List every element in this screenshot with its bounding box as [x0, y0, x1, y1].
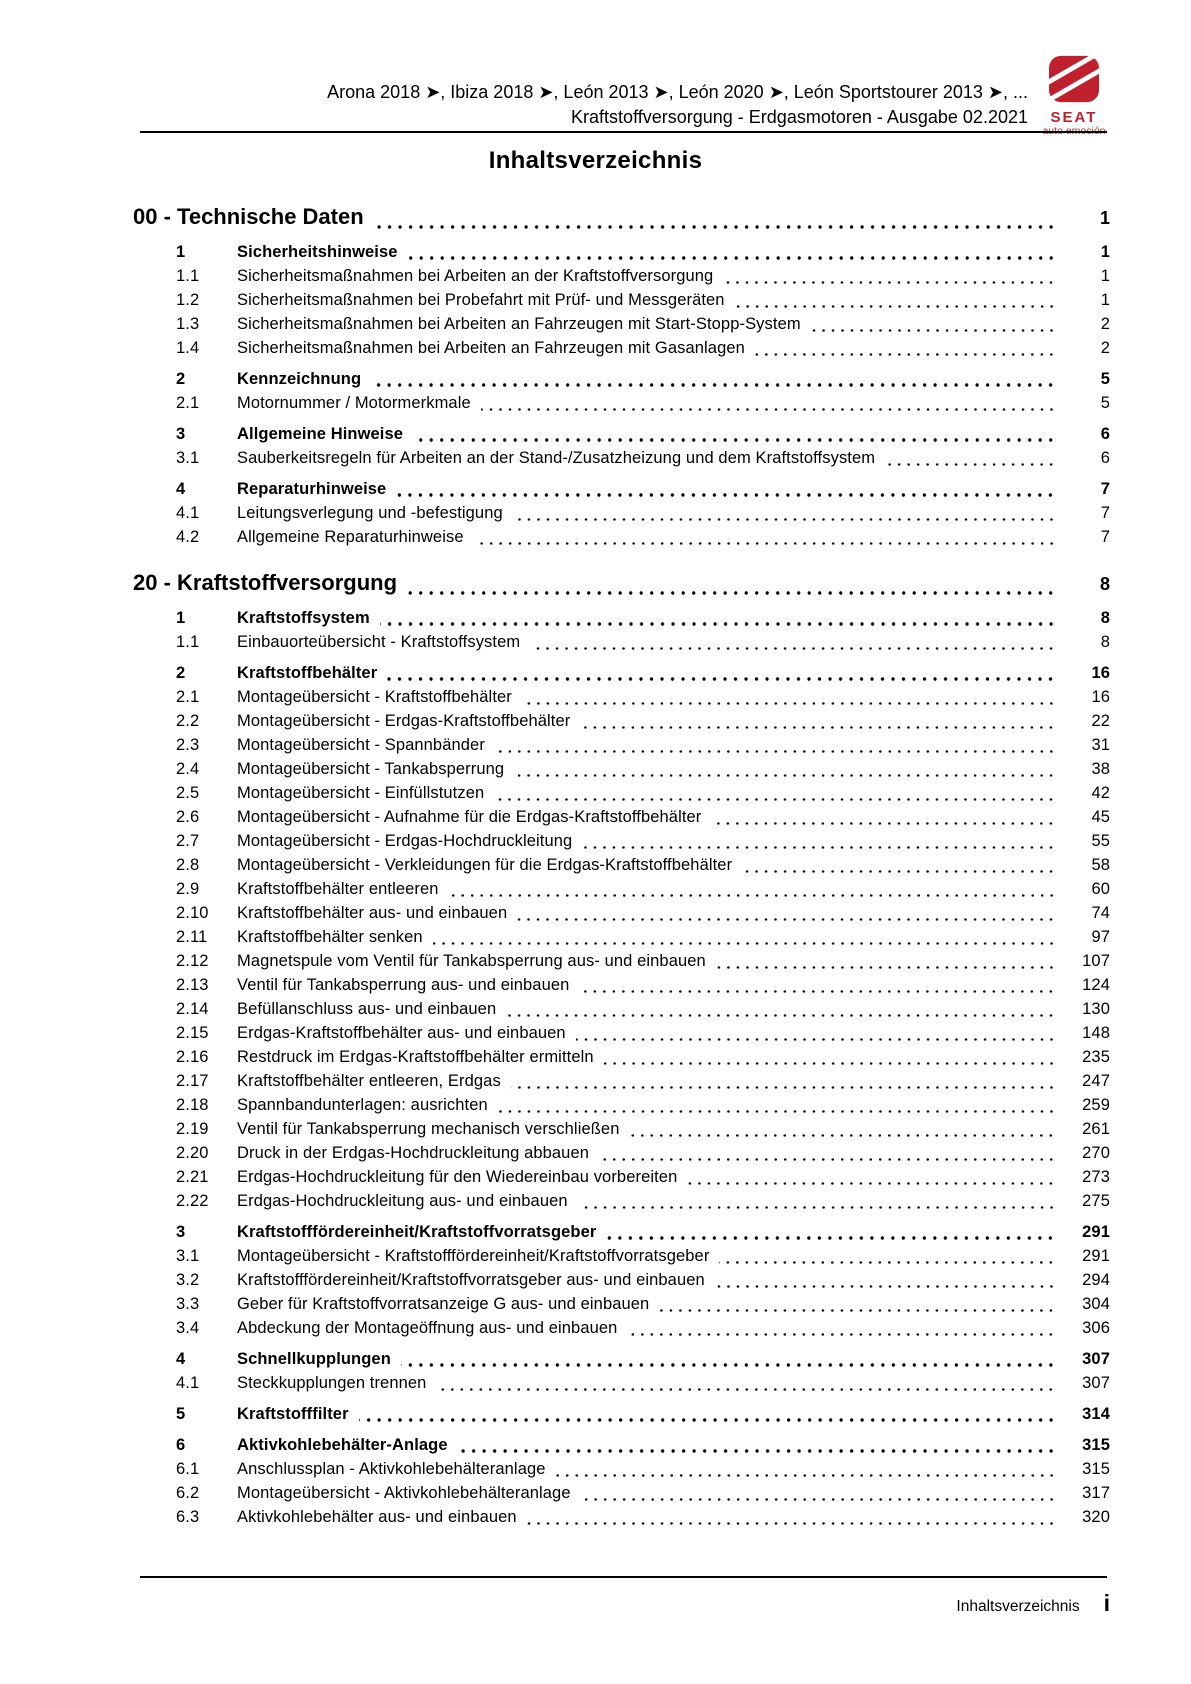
toc-entry-page: 294: [1082, 1271, 1110, 1289]
toc-entry-page: 74: [1091, 904, 1110, 922]
toc-entry[interactable]: [176, 525, 1110, 549]
toc-entry[interactable]: [176, 1292, 1110, 1316]
toc-entry-number: 2.5: [176, 784, 200, 802]
dot-leader: [436, 1388, 1056, 1391]
toc-entry-number: 2: [176, 664, 186, 682]
document-header: [327, 80, 1028, 130]
toc-entry-title: Aktivkohlebehälter aus- und einbauen: [237, 1508, 517, 1526]
toc-entry-title: Sicherheitsmaßnahmen bei Probefahrt mit Prüf- und Messgeräten: [237, 291, 725, 309]
toc-entry-title: Befüllanschluss aus- und einbauen: [237, 1000, 497, 1018]
toc-entry[interactable]: [176, 685, 1110, 709]
footer-divider: [140, 1576, 1107, 1578]
header-subtitle-line: Kraftstoffversorgung - Erdgasmotoren - Ausgabe 02.2021: [571, 107, 1028, 127]
toc-entry-number: 3.3: [176, 1295, 200, 1313]
toc-entry[interactable]: [176, 1402, 1110, 1426]
toc-entry-page: 259: [1082, 1096, 1110, 1114]
dot-leader: [530, 647, 1056, 650]
dot-leader: [359, 1418, 1056, 1422]
toc-entry-page: 16: [1091, 688, 1110, 706]
toc-entry-page: 38: [1091, 760, 1110, 778]
footer-page-number: i: [1103, 1590, 1110, 1616]
toc-entry-page: 247: [1082, 1072, 1110, 1090]
toc-entry[interactable]: [176, 240, 1110, 264]
toc-entry-number: 3.4: [176, 1319, 200, 1337]
toc-entry-title: Sauberkeitsregeln für Arbeiten an der Stand-/Zusatzheizung und dem Kraftstoffsystem: [237, 449, 876, 467]
toc-entry-number: 2.13: [176, 976, 209, 994]
toc-entry[interactable]: [176, 949, 1110, 973]
toc-entry-number: 3.2: [176, 1271, 200, 1289]
toc-entry-number: 1: [176, 243, 186, 261]
toc-entry-number: 6.2: [176, 1484, 200, 1502]
toc-section-entries: [133, 240, 1110, 549]
toc-entry-title: Restdruck im Erdgas-Kraftstoffbehälter ermitteln: [237, 1048, 594, 1066]
dot-leader: [687, 1182, 1056, 1185]
dot-leader: [458, 1449, 1056, 1453]
toc-entry-title: Sicherheitshinweise: [237, 243, 398, 261]
toc-entry[interactable]: [176, 997, 1110, 1021]
toc-entry[interactable]: [176, 1268, 1110, 1292]
dot-leader: [371, 383, 1056, 387]
footer-label: Inhaltsverzeichnis: [956, 1598, 1080, 1615]
toc-entry-number: 4: [176, 480, 186, 498]
toc-entry-page: 124: [1082, 976, 1110, 994]
toc-entry-number: 2.2: [176, 712, 200, 730]
toc-entry-number: 2.1: [176, 688, 200, 706]
toc-entry-page: 31: [1091, 736, 1110, 754]
dot-leader: [885, 463, 1056, 466]
toc-entry-title: Kraftstoffbehälter entleeren: [237, 880, 439, 898]
dot-leader: [474, 542, 1056, 545]
toc-entry-title: Magnetspule vom Ventil für Tankabsperrung aus- und einbauen: [237, 952, 706, 970]
toc-entry-page: 2: [1100, 339, 1110, 357]
table-of-contents: [133, 202, 1110, 1529]
toc-entry[interactable]: [176, 446, 1110, 470]
toc-entry[interactable]: [176, 925, 1110, 949]
toc-entry-title: Kraftstoffbehälter entleeren, Erdgas: [237, 1072, 501, 1090]
dot-leader: [582, 846, 1056, 849]
toc-entry-page: 307: [1082, 1350, 1110, 1368]
toc-entry-number: 3: [176, 1223, 186, 1241]
toc-entry[interactable]: [176, 288, 1110, 312]
dot-leader: [433, 942, 1056, 945]
toc-entry-page: 42: [1091, 784, 1110, 802]
toc-entry-page: 130: [1082, 1000, 1110, 1018]
seat-logo-wordmark: SEAT: [1050, 109, 1098, 126]
dot-leader: [481, 408, 1056, 411]
dot-leader: [578, 1206, 1056, 1209]
toc-entry-title: Ventil für Tankabsperrung aus- und einbauen: [237, 976, 570, 994]
toc-entry-title: Druck in der Erdgas-Hochdruckleitung abbauen: [237, 1144, 590, 1162]
dot-leader: [413, 438, 1056, 442]
toc-entry[interactable]: [176, 264, 1110, 288]
toc-section-heading[interactable]: [133, 568, 1110, 599]
page-title: Inhaltsverzeichnis: [488, 147, 703, 174]
toc-entry-page: 315: [1082, 1436, 1110, 1454]
toc-entry-page: 1: [1100, 291, 1110, 309]
toc-entry-title: Sicherheitsmaßnahmen bei Arbeiten an Fahrzeugen mit Gasanlagen: [237, 339, 745, 357]
toc-entry-page: 6: [1100, 449, 1110, 467]
header-models-line: Arona 2018 ➤, Ibiza 2018 ➤, León 2013 ➤, León 2020 ➤, León Sportstourer 2013 ➤, ...: [327, 82, 1028, 102]
toc-entry-page: 8: [1100, 633, 1110, 651]
toc-entry-number: 5: [176, 1405, 186, 1423]
toc-entry-page: 16: [1091, 664, 1110, 682]
toc-entry[interactable]: [176, 901, 1110, 925]
toc-entry-number: 2.20: [176, 1144, 209, 1162]
toc-entry[interactable]: [176, 1069, 1110, 1093]
toc-entry-page: 304: [1082, 1295, 1110, 1313]
toc-entry-page: 320: [1082, 1508, 1110, 1526]
dot-leader: [517, 918, 1056, 921]
toc-entry[interactable]: [176, 1189, 1110, 1213]
toc-entry-number: 2.21: [176, 1168, 209, 1186]
dot-leader: [576, 1038, 1056, 1041]
toc-section: [133, 568, 1110, 1529]
dot-leader: [498, 1110, 1056, 1113]
toc-entry-number: 3.1: [176, 449, 200, 467]
toc-entry-page: 273: [1082, 1168, 1110, 1186]
toc-entry-title: Motornummer / Motormerkmale: [237, 394, 471, 412]
toc-entry-title: Kraftstoffbehälter: [237, 664, 378, 682]
toc-entry-page: 7: [1100, 528, 1110, 546]
toc-entry-number: 2.10: [176, 904, 209, 922]
toc-section-page: 8: [1099, 574, 1110, 594]
dot-leader: [711, 822, 1056, 825]
dot-leader: [659, 1309, 1056, 1312]
toc-entry[interactable]: [176, 1117, 1110, 1141]
toc-entry-number: 2.9: [176, 880, 200, 898]
dot-leader: [599, 1158, 1056, 1161]
toc-entry-page: 306: [1082, 1319, 1110, 1337]
dot-leader: [387, 677, 1056, 681]
toc-entry[interactable]: [176, 829, 1110, 853]
toc-entry-title: Kraftstoffbehälter senken: [237, 928, 423, 946]
toc-entry-page: 275: [1082, 1192, 1110, 1210]
toc-entry-title: Steckkupplungen trennen: [237, 1374, 427, 1392]
toc-entry-page: 22: [1091, 712, 1110, 730]
seat-logo: [1036, 54, 1112, 137]
toc-entry-number: 1.3: [176, 315, 200, 333]
toc-entry-number: 1.1: [176, 633, 200, 651]
toc-entry-page: 291: [1082, 1247, 1110, 1265]
toc-entry-number: 3.1: [176, 1247, 200, 1265]
toc-entry[interactable]: [176, 1316, 1110, 1340]
toc-entry-number: 4.1: [176, 504, 200, 522]
dot-leader: [742, 870, 1056, 873]
toc-entry-number: 4.2: [176, 528, 200, 546]
toc-entry[interactable]: [176, 312, 1110, 336]
toc-entry-page: 7: [1100, 504, 1110, 522]
toc-entry-title: Montageübersicht - Erdgas-Kraftstoffbehälter: [237, 712, 571, 730]
toc-entry-number: 4.1: [176, 1374, 200, 1392]
dot-leader: [755, 353, 1056, 356]
dot-leader: [723, 281, 1056, 284]
toc-entry[interactable]: [176, 336, 1110, 360]
toc-entry-page: 107: [1082, 952, 1110, 970]
dot-leader: [606, 1236, 1056, 1240]
dot-leader: [408, 256, 1056, 260]
toc-entry[interactable]: [176, 1093, 1110, 1117]
toc-entry[interactable]: [176, 1347, 1110, 1371]
toc-section: [133, 202, 1110, 549]
toc-entry[interactable]: [176, 1433, 1110, 1457]
toc-entry-title: Kraftstofffördereinheit/Kraftstoffvorratsgeber: [237, 1223, 597, 1241]
toc-entry[interactable]: [176, 422, 1110, 446]
dot-leader: [715, 1285, 1056, 1288]
toc-entry-title: Montageübersicht - Spannbänder: [237, 736, 485, 754]
toc-entry-number: 1.2: [176, 291, 200, 309]
dot-leader: [495, 750, 1056, 753]
toc-entry-page: 5: [1100, 394, 1110, 412]
toc-entry-number: 6: [176, 1436, 186, 1454]
toc-entry-number: 4: [176, 1350, 186, 1368]
dot-leader: [527, 1522, 1056, 1525]
dot-leader: [627, 1333, 1056, 1336]
toc-entry-page: 270: [1082, 1144, 1110, 1162]
dot-leader: [511, 1086, 1056, 1089]
toc-entry-title: Leitungsverlegung und -befestigung: [237, 504, 503, 522]
toc-entry-title: Sicherheitsmaßnahmen bei Arbeiten an der Kraftstoffversorgung: [237, 267, 714, 285]
toc-entry[interactable]: [176, 1045, 1110, 1069]
toc-entry-title: Aktivkohlebehälter-Anlage: [237, 1436, 448, 1454]
toc-entry-page: 55: [1091, 832, 1110, 850]
toc-entry-number: 2.15: [176, 1024, 209, 1042]
toc-entry-page: 60: [1091, 880, 1110, 898]
toc-entry[interactable]: [176, 1141, 1110, 1165]
dot-leader: [380, 622, 1056, 626]
toc-entry-page: 235: [1082, 1048, 1110, 1066]
toc-entry-number: 1.1: [176, 267, 200, 285]
toc-entry-number: 6.1: [176, 1460, 200, 1478]
dot-leader: [735, 305, 1056, 308]
dot-leader: [556, 1474, 1056, 1477]
toc-entry-title: Allgemeine Hinweise: [237, 425, 404, 443]
dot-leader: [506, 1014, 1056, 1017]
dot-leader: [604, 1062, 1056, 1065]
toc-entry-title: Kennzeichnung: [237, 370, 362, 388]
toc-entry-title: Schnellkupplungen: [237, 1350, 391, 1368]
toc-entry-number: 2.11: [176, 928, 208, 946]
dot-leader: [580, 726, 1056, 729]
toc-entry[interactable]: [176, 733, 1110, 757]
dot-leader: [811, 329, 1056, 332]
toc-section-entries: [133, 606, 1110, 1529]
dot-leader: [579, 990, 1056, 993]
toc-entry-page: 148: [1082, 1024, 1110, 1042]
toc-entry-page: 1: [1100, 243, 1110, 261]
toc-entry[interactable]: [176, 1021, 1110, 1045]
toc-entry-page: 2: [1100, 315, 1110, 333]
toc-entry-number: 1.4: [176, 339, 200, 357]
toc-entry[interactable]: [176, 853, 1110, 877]
toc-entry-number: 2.1: [176, 394, 200, 412]
toc-entry[interactable]: [176, 1457, 1110, 1481]
dot-leader: [522, 702, 1056, 705]
toc-entry[interactable]: [176, 877, 1110, 901]
dot-leader: [449, 894, 1056, 897]
toc-entry-title: Montageübersicht - Kraftstoffbehälter: [237, 688, 512, 706]
toc-entry-number: 2.7: [176, 832, 200, 850]
toc-entry-number: 2: [176, 370, 186, 388]
toc-entry[interactable]: [176, 781, 1110, 805]
header-divider: [140, 131, 1107, 133]
toc-entry-number: 2.16: [176, 1048, 209, 1066]
toc-entry-title: Kraftstofffilter: [237, 1405, 349, 1423]
toc-entry[interactable]: [176, 391, 1110, 415]
toc-entry-number: 2.8: [176, 856, 200, 874]
toc-entry[interactable]: [176, 477, 1110, 501]
toc-entry-page: 45: [1091, 808, 1110, 826]
toc-entry-page: 8: [1100, 609, 1110, 627]
toc-entry-page: 97: [1091, 928, 1110, 946]
toc-entry[interactable]: [176, 1244, 1110, 1268]
toc-entry-title: Montageübersicht - Tankabsperrung: [237, 760, 505, 778]
toc-entry[interactable]: [176, 661, 1110, 685]
toc-entry-page: 315: [1082, 1460, 1110, 1478]
toc-entry-title: Anschlussplan - Aktivkohlebehälteranlage: [237, 1460, 546, 1478]
toc-entry-number: 2.19: [176, 1120, 209, 1138]
dot-leader: [494, 798, 1056, 801]
dot-leader: [514, 774, 1056, 777]
toc-entry-title: Montageübersicht - Kraftstofffördereinheit/Kraftstoffvorratsgeber: [237, 1247, 710, 1265]
toc-entry-page: 314: [1082, 1405, 1110, 1423]
toc-entry-title: Kraftstoffbehälter aus- und einbauen: [237, 904, 508, 922]
toc-entry-number: 2.17: [176, 1072, 209, 1090]
dot-leader: [719, 1261, 1056, 1264]
dot-leader: [401, 1363, 1056, 1367]
toc-entry-page: 291: [1082, 1223, 1110, 1241]
toc-entry-number: 2.6: [176, 808, 200, 826]
toc-entry-title: Einbauorteübersicht - Kraftstoffsystem: [237, 633, 521, 651]
toc-entry-title: Spannbandunterlagen: ausrichten: [237, 1096, 488, 1114]
dot-leader: [581, 1498, 1056, 1501]
toc-entry-page: 1: [1100, 267, 1110, 285]
toc-entry[interactable]: [176, 805, 1110, 829]
toc-entry-page: 5: [1100, 370, 1110, 388]
toc-entry[interactable]: [176, 1220, 1110, 1244]
toc-entry-number: 2.14: [176, 1000, 209, 1018]
document-footer: [956, 1590, 1110, 1617]
toc-entry[interactable]: [176, 1165, 1110, 1189]
toc-section-label: 20 - Kraftstoffversorgung: [133, 570, 398, 595]
seat-logo-icon: [1045, 91, 1103, 108]
toc-entry-page: 261: [1082, 1120, 1110, 1138]
toc-entry-number: 2.22: [176, 1192, 209, 1210]
toc-section-page: 1: [1099, 208, 1110, 228]
toc-entry-title: Montageübersicht - Aufnahme für die Erdgas-Kraftstoffbehälter: [237, 808, 702, 826]
toc-entry-page: 307: [1082, 1374, 1110, 1392]
toc-entry-title: Erdgas-Hochdruckleitung aus- und einbauen: [237, 1192, 568, 1210]
toc-entry-title: Abdeckung der Montageöffnung aus- und einbauen: [237, 1319, 618, 1337]
toc-entry-title: Ventil für Tankabsperrung mechanisch verschließen: [237, 1120, 620, 1138]
dot-leader: [513, 518, 1056, 521]
toc-entry-title: Erdgas-Kraftstoffbehälter aus- und einbauen: [237, 1024, 566, 1042]
toc-entry[interactable]: [176, 1481, 1110, 1505]
toc-entry-title: Montageübersicht - Verkleidungen für die Erdgas-Kraftstoffbehälter: [237, 856, 733, 874]
toc-entry-number: 2.18: [176, 1096, 209, 1114]
toc-entry[interactable]: [176, 1371, 1110, 1395]
toc-entry-number: 3: [176, 425, 186, 443]
toc-entry[interactable]: [176, 1505, 1110, 1529]
toc-entry-number: 1: [176, 609, 186, 627]
toc-entry-title: Allgemeine Reparaturhinweise: [237, 528, 464, 546]
toc-entry-number: 2.3: [176, 736, 200, 754]
toc-entry[interactable]: [176, 630, 1110, 654]
toc-entry-title: Sicherheitsmaßnahmen bei Arbeiten an Fahrzeugen mit Start-Stopp-System: [237, 315, 801, 333]
toc-section-heading[interactable]: [133, 202, 1110, 233]
toc-section-label: 00 - Technische Daten: [133, 204, 364, 229]
dot-leader: [374, 225, 1056, 229]
toc-entry-page: 6: [1100, 425, 1110, 443]
toc-entry-page: 317: [1082, 1484, 1110, 1502]
toc-entry-number: 2.12: [176, 952, 209, 970]
toc-entry[interactable]: [176, 367, 1110, 391]
dot-leader: [396, 493, 1056, 497]
toc-entry-number: 2.4: [176, 760, 200, 778]
dot-leader: [629, 1134, 1056, 1137]
toc-entry-title: Kraftstoffsystem: [237, 609, 370, 627]
toc-entry-page: 58: [1091, 856, 1110, 874]
toc-entry[interactable]: [176, 757, 1110, 781]
toc-entry[interactable]: [176, 709, 1110, 733]
toc-entry[interactable]: [176, 606, 1110, 630]
toc-entry[interactable]: [176, 501, 1110, 525]
toc-entry-page: 7: [1100, 480, 1110, 498]
toc-entry-title: Erdgas-Hochdruckleitung für den Wiedereinbau vorbereiten: [237, 1168, 678, 1186]
toc-entry-title: Montageübersicht - Aktivkohlebehälteranlage: [237, 1484, 571, 1502]
toc-entry[interactable]: [176, 973, 1110, 997]
toc-entry-title: Kraftstofffördereinheit/Kraftstoffvorratsgeber aus- und einbauen: [237, 1271, 705, 1289]
toc-entry-title: Montageübersicht - Erdgas-Hochdruckleitung: [237, 832, 573, 850]
dot-leader: [716, 966, 1056, 969]
toc-entry-title: Montageübersicht - Einfüllstutzen: [237, 784, 485, 802]
dot-leader: [407, 591, 1056, 595]
toc-entry-number: 6.3: [176, 1508, 200, 1526]
toc-entry-title: Geber für Kraftstoffvorratsanzeige G aus- und einbauen: [237, 1295, 650, 1313]
toc-entry-title: Reparaturhinweise: [237, 480, 387, 498]
